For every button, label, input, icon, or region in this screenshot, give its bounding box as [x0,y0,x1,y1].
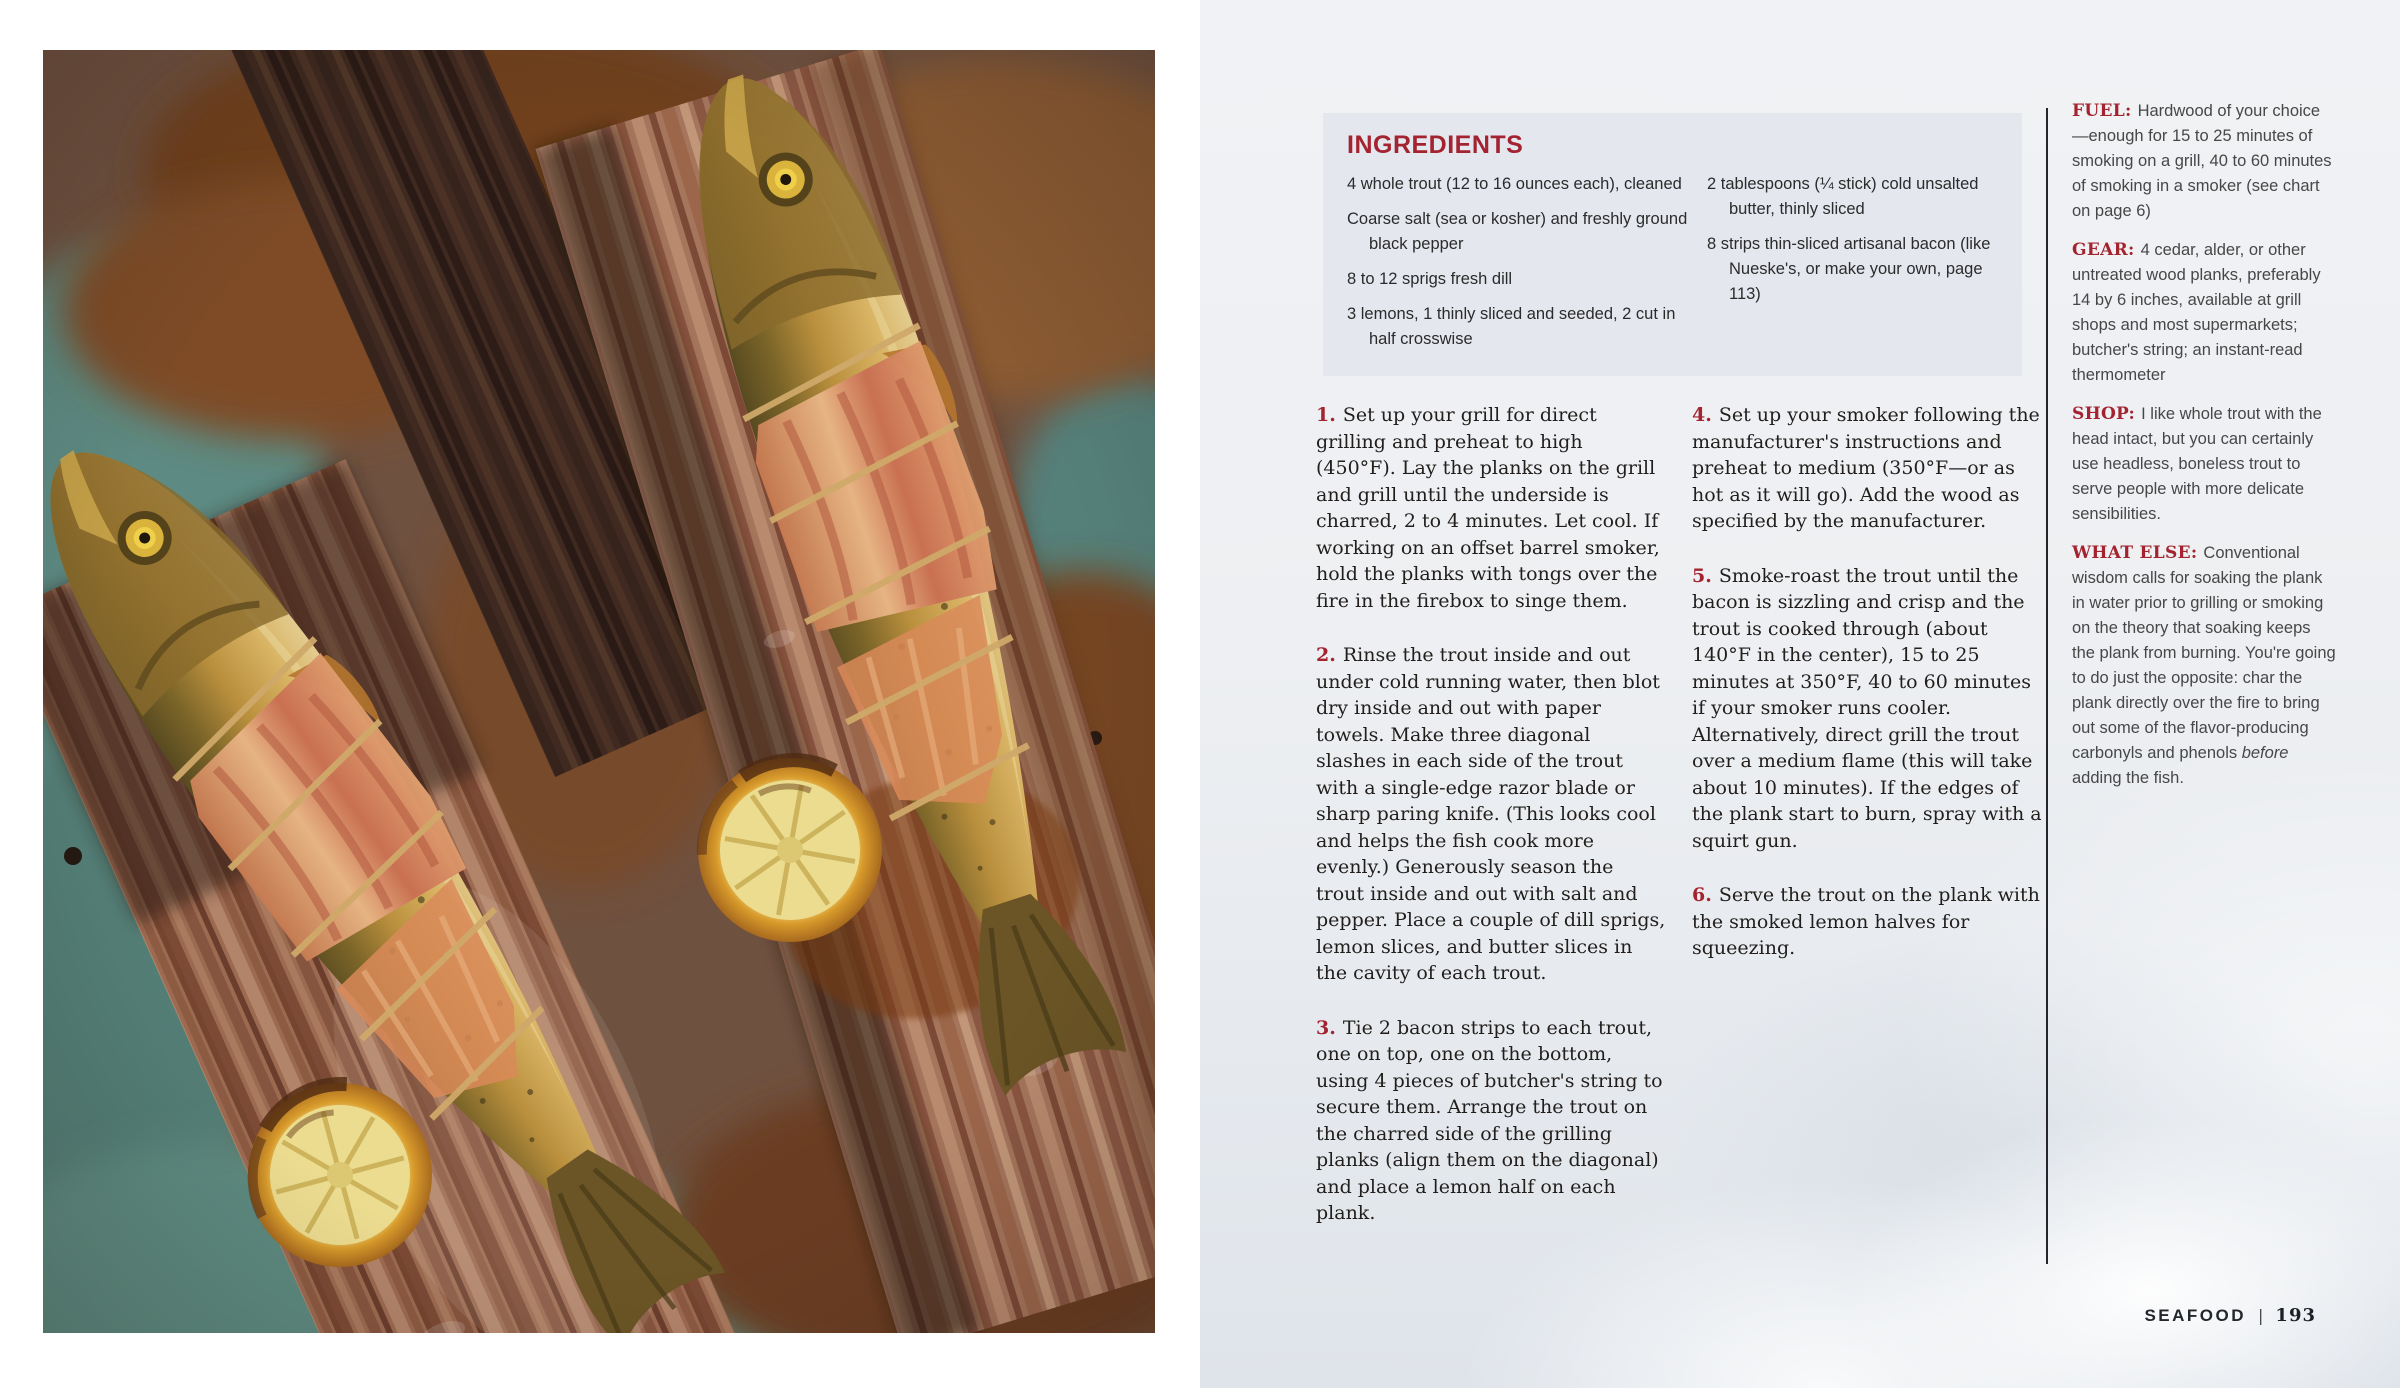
step-number: 6. [1692,884,1712,906]
step-number: 1. [1316,404,1336,426]
ingredient-item: 3 lemons, 1 thinly sliced and seeded, 2 cut in half crosswise [1347,305,1676,348]
sidebar-gear [2072,238,2336,388]
ingredient-item: 2 tablespoons (¼ stick) cold unsalted butter, thinly sliced [1707,175,1979,218]
sidebar-gear-text: 4 cedar, alder, or other untreated wood planks, preferably 14 by 6 inches, available at grill shops and most supermarkets; butcher's string; an instant-read thermometer [2072,241,2321,384]
step-text: Smoke-roast the trout until the bacon is sizzling and crisp and the trout is cooked through (about 140°F in the center), 15 to 25 minutes at 350°F, 40 to 60 minutes if your smoker runs cooler. Alternatively, direct grill the trout over a medium flame (this will take about 10 minutes). If the edges of the plank start to burn, spray with a squirt gun. [1692,564,2042,852]
step-3 [1316,1015,1666,1227]
step-text: Tie 2 bacon strips to each trout, one on top, one on the bottom, using 4 pieces of butcher's string to secure them. Arrange the trout on the charred side of the grilling planks (align them on the diagonal) and place a lemon half on each plank. [1316,1016,1663,1224]
sidebar-what-else-text: Conventional wisdom calls for soaking the plank in water prior to grilling or smoking on the theory that soaking keeps the plank from burning. You're going to do just the opposite: char the plank directly over the fire to bring out some of the flavor-producing carbonyls and phenols [2072,544,2336,762]
sidebar-shop [2072,402,2336,527]
step-number: 4. [1692,404,1712,426]
ingredients-column-1 [1347,172,1693,362]
step-number: 3. [1316,1016,1336,1039]
ingredients-column-2 [1707,172,1998,362]
step-text: Set up your smoker following the manufacturer's instructions and preheat to medium (350°F—or as hot as it will go). Add the wood as specified by the manufacturer. [1692,404,2040,532]
step-6 [1692,882,2042,962]
ingredients-title: INGREDIENTS [1347,131,1524,159]
method-steps [1316,402,2042,1255]
sidebar-what-else [2072,541,2336,791]
footer-page-number: 193 [2275,1305,2316,1326]
sidebar-notes [2072,99,2336,805]
steps-column-1 [1316,402,1666,1255]
trout-photo [43,50,1155,1333]
step-number: 2. [1316,644,1336,666]
step-2 [1316,642,1666,987]
sidebar-fuel-text: Hardwood of your choice—enough for 15 to 25 minutes of smoking on a grill, 40 to 60 minutes of smoking in a smoker (see chart on page 6) [2072,102,2332,220]
footer-section: SEAFOOD [2144,1306,2247,1325]
step-5 [1692,563,2042,855]
ingredient-item: 4 whole trout (12 to 16 ounces each), cleaned [1347,175,1682,193]
step-text: Set up your grill for direct grilling and preheat to high (450°F). Lay the planks on the grill and grill until the underside is charred, 2 to 4 minutes. Let cool. If working on an offset barrel smoker, hold the planks with tongs over the fire in the firebox to singe them. [1316,404,1660,612]
sidebar-fuel-label: FUEL: [2072,101,2132,121]
sidebar-shop-label: SHOP: [2072,404,2136,424]
ingredient-item: 8 to 12 sprigs fresh dill [1347,270,1513,288]
sidebar-what-else-label: WHAT ELSE: [2072,543,2198,563]
step-text: Rinse the trout inside and out under cold running water, then blot dry inside and out with paper towels. Make three diagonal slashes in each side of the trout with a single-edge razor blade or sharp paring knife. (This looks cool and helps the fish cook more evenly.) Generously season the trout inside and out with salt and pepper. Place a couple of dill sprigs, lemon slices, and butter slices in the cavity of each trout. [1316,644,1666,984]
sidebar-what-else-text-end: adding the fish. [2072,769,2184,787]
step-1 [1316,402,1666,614]
sidebar-shop-text: I like whole trout with the head intact, but you can certainly use headless, boneless trout to serve people with more delicate sensibilities. [2072,405,2322,523]
footer-separator: | [2258,1306,2264,1325]
page-footer [2144,1305,2316,1326]
step-number: 5. [1692,564,1712,587]
ingredients-box [1323,113,2022,376]
photo-vignette [43,50,1155,1333]
sidebar-what-else-italic: before [2241,744,2289,762]
page-right [1200,0,2400,1388]
steps-column-2 [1692,402,2042,1255]
ingredient-item: Coarse salt (sea or kosher) and freshly ground black pepper [1347,210,1688,253]
step-text: Serve the trout on the plank with the smoked lemon halves for squeezing. [1692,884,2040,959]
ingredient-item: 8 strips thin-sliced artisanal bacon (like Nueske's, or make your own, page 113) [1707,235,1991,303]
step-4 [1692,402,2042,535]
sidebar-fuel [2072,99,2336,224]
sidebar-gear-label: GEAR: [2072,240,2135,260]
ingredients-columns [1347,172,1998,362]
sidebar-divider [2046,108,2048,1264]
